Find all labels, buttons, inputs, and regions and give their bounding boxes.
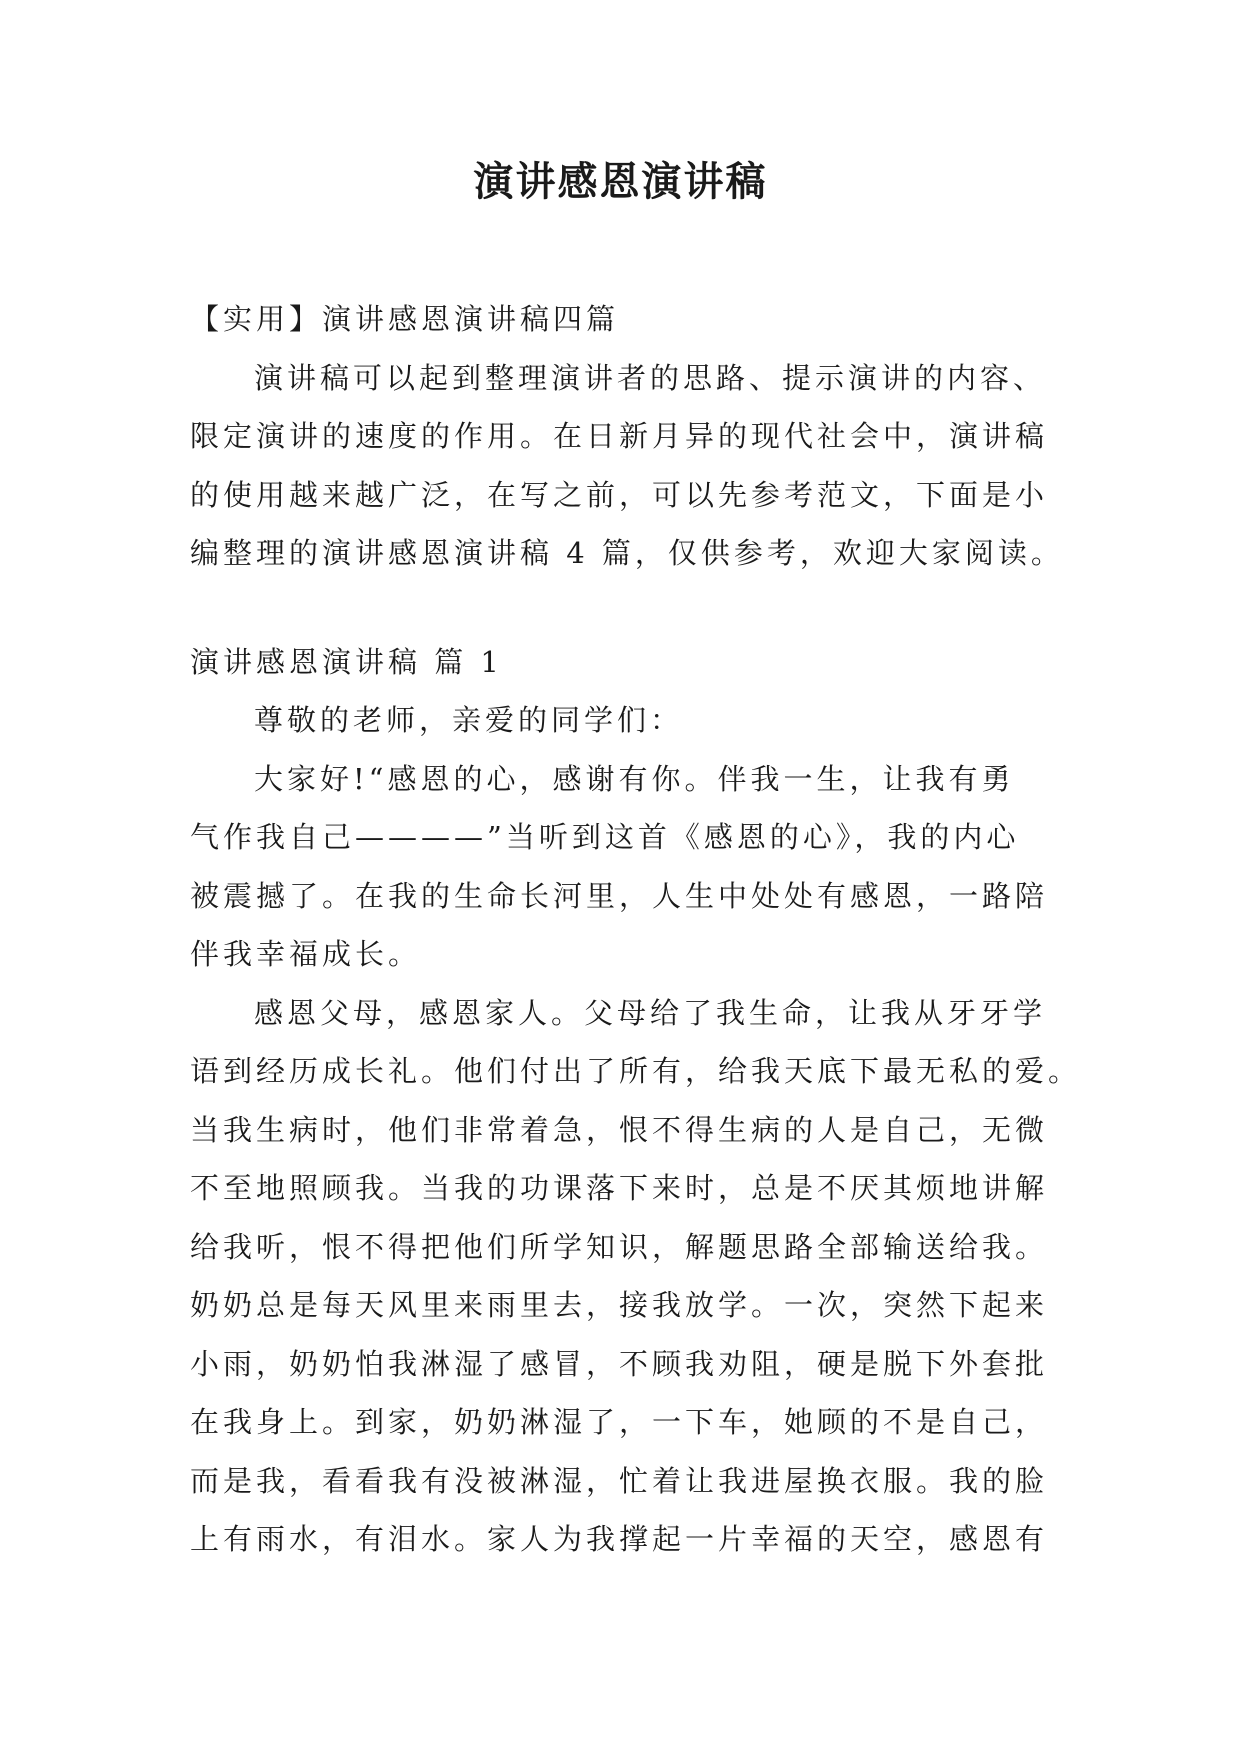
paragraph-line: 小雨，奶奶怕我淋湿了感冒，不顾我劝阻，硬是脱下外套批 <box>190 1346 1049 1381</box>
document-body <box>190 290 1082 1569</box>
intro-line: 限定演讲的速度的作用。在日新月异的现代社会中，演讲稿 <box>190 419 1049 453</box>
subtitle: 【实用】演讲感恩演讲稿四篇 <box>190 302 620 336</box>
paragraph-line: 不至地照顾我。当我的功课落下来时，总是不厌其烦地讲解 <box>190 1171 1049 1205</box>
intro-line: 编整理的演讲感恩演讲稿 4 篇，仅供参考，欢迎大家阅读。 <box>190 536 1064 570</box>
document-title: 演讲感恩演讲稿 <box>473 158 768 205</box>
section-heading: 演讲感恩演讲稿 篇 1 <box>190 644 503 679</box>
paragraph-line: 大家好!“感恩的心，感谢有你。伴我一生，让我有勇 <box>254 761 1015 796</box>
paragraph-line: 气作我自己————”当听到这首《感恩的心》，我的内心 <box>190 820 1020 854</box>
paragraph-line: 伴我幸福成长。 <box>190 937 422 971</box>
intro-line: 的使用越来越广泛，在写之前，可以先参考范文，下面是小 <box>190 477 1049 512</box>
paragraph-line: 在我身上。到家，奶奶淋湿了，一下车，她顾的不是自己， <box>190 1405 1049 1439</box>
paragraph-line: 感恩父母，感恩家人。父母给了我生命，让我从牙牙学 <box>254 995 1047 1030</box>
intro-line: 演讲稿可以起到整理演讲者的思路、提示演讲的内容、 <box>254 360 1047 395</box>
paragraph-line: 上有雨水，有泪水。家人为我撑起一片幸福的天空，感恩有 <box>190 1522 1049 1556</box>
paragraph-line: 当我生病时，他们非常着急，恨不得生病的人是自己，无微 <box>190 1112 1049 1147</box>
paragraph-line: 给我听，恨不得把他们所学知识，解题思路全部输送给我。 <box>190 1229 1049 1264</box>
paragraph-line: 奶奶总是每天风里来雨里去，接我放学。一次，突然下起来 <box>190 1288 1049 1322</box>
paragraph-line: 被震撼了。在我的生命长河里，人生中处处有感恩，一路陪 <box>190 878 1049 913</box>
paragraph-line: 语到经历成长礼。他们付出了所有，给我天底下最无私的爱。 <box>190 1054 1082 1088</box>
paragraph-line: 而是我，看看我有没被淋湿，忙着让我进屋换衣服。我的脸 <box>190 1463 1049 1498</box>
greeting-line: 尊敬的老师，亲爱的同学们： <box>254 703 684 737</box>
